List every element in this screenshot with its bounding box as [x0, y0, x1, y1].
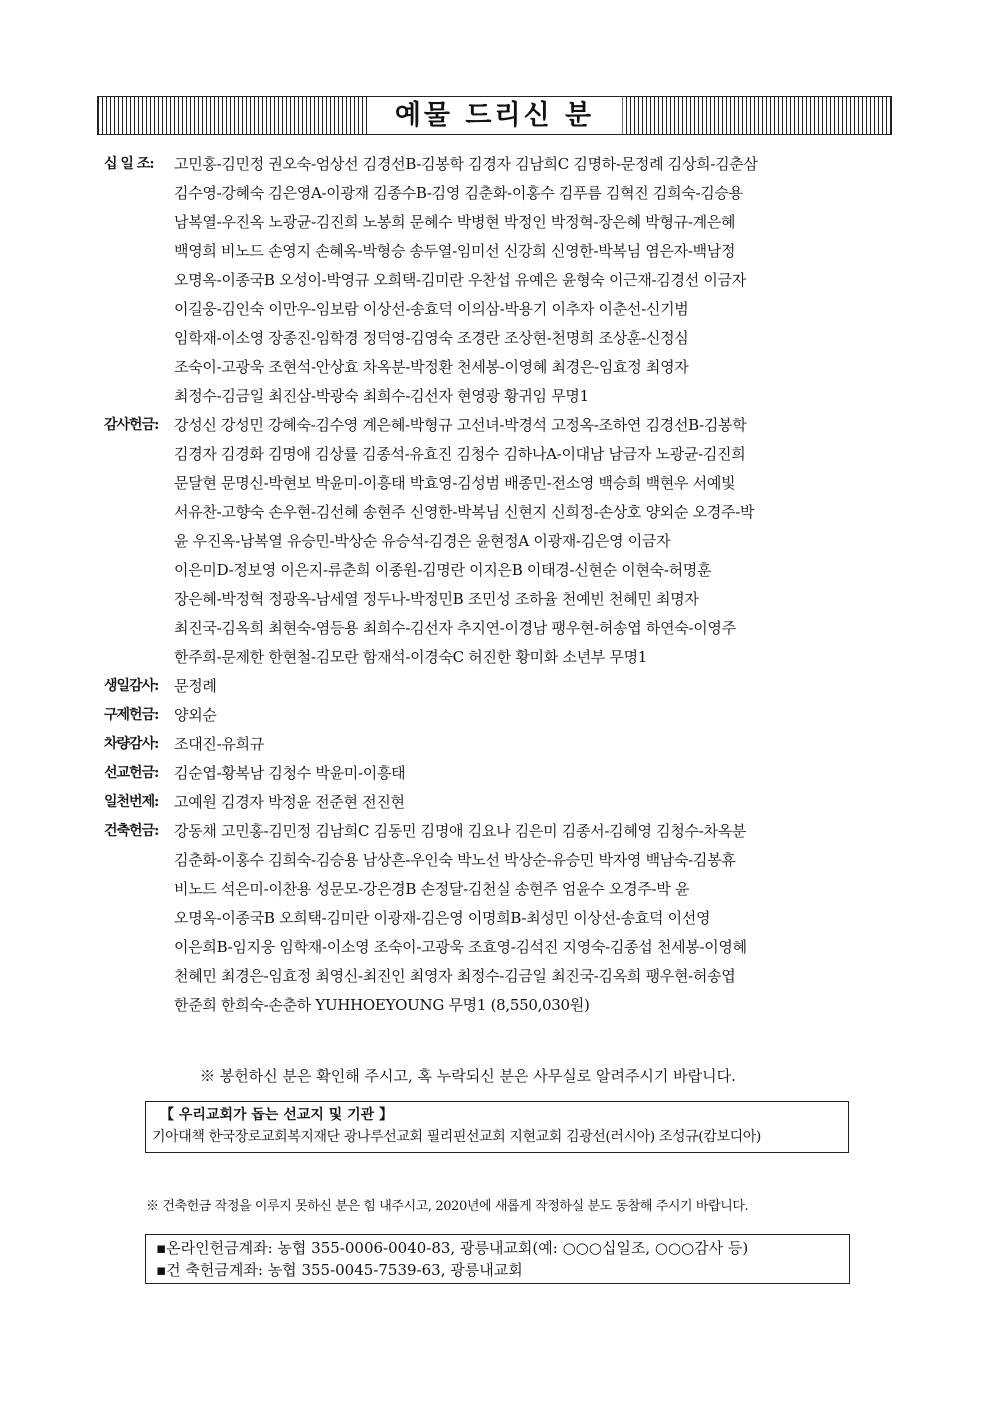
- name-line: 김경자 김경화 김명애 김상률 김종석-유효진 김청수 김하나A-이대남 남금자 노광균-김진희: [174, 445, 746, 463]
- name-line: 고예원 김경자 박정윤 전준현 전진현: [174, 793, 405, 811]
- section-label: 감사헌금:: [104, 417, 159, 433]
- section-birthday-thanks: [104, 672, 894, 701]
- name-line: 오명옥-이종국B 오희택-김미란 이광재-김은영 이명희B-최성민 이상선-송효덕 이선영: [174, 909, 711, 927]
- offering-list: [104, 150, 894, 1020]
- name-list: [174, 730, 894, 759]
- section-thousand-offering: [104, 788, 894, 817]
- name-line: 고민홍-김민정 권오숙-엄상선 김경선B-김봉학 김경자 김남희C 김명하-문정례 김상희-김춘삼: [174, 155, 758, 173]
- name-line: 윤 우진옥-남복열 유승민-박상순 유승석-김경은 윤현정A 이광재-김은영 이금자: [174, 532, 671, 550]
- name-line: 강성신 강성민 강혜숙-김수영 계은혜-박형규 고선녀-박경석 고정옥-조하연 김경선B-김봉학: [174, 416, 747, 434]
- name-line: 오명옥-이종국B 오성이-박영규 오희택-김미란 우찬섭 유예은 윤형숙 이근재-김경선 이금자: [174, 271, 746, 289]
- name-line: 한준희 한희숙-손춘하 YUHHOEYOUNG 무명1 (8,550,030원): [174, 996, 590, 1014]
- confirmation-notice: ※ 봉헌하신 분은 확인해 주시고, 혹 누락되신 분은 사무실로 알려주시기 바랍니다.: [200, 1067, 736, 1085]
- name-line: 양외순: [174, 706, 217, 724]
- name-line: 김수영-강혜숙 김은영A-이광재 김종수B-김영 김춘화-이홍수 김푸름 김혁진 김희숙-김승용: [174, 184, 743, 202]
- mission-box-title: 【 우리교회가 돕는 선교지 및 기관 】: [160, 1107, 394, 1123]
- name-line: 남복열-우진옥 노광균-김진희 노봉희 문혜수 박병현 박정인 박정혁-장은혜 박형규-계은혜: [174, 213, 736, 231]
- online-offering-account: ▪온라인헌금계좌: 농협 355-0006-0040-83, 광릉내교회(예: ○○○십일조, ○○○감사 등): [156, 1239, 749, 1257]
- name-list: [174, 701, 894, 730]
- section-building-offering: [104, 817, 894, 1020]
- name-line: 천혜민 최경은-임효정 최영신-최진인 최영자 최정수-김금일 최진국-김옥희 팽우현-허송엽: [174, 967, 736, 985]
- name-line: 이길웅-김인숙 이만우-임보람 이상선-송효덕 이의삼-박용기 이추자 이춘선-신기범: [174, 300, 689, 318]
- name-line: 임학재-이소영 장종진-임학경 정덕영-김영숙 조경란 조상현-천명희 조상훈-신정심: [174, 329, 689, 347]
- name-list: [174, 411, 894, 672]
- section-label: 건축헌금:: [104, 823, 159, 839]
- name-line: 이은미D-정보영 이은지-류춘희 이종원-김명란 이지은B 이태경-신현순 이현숙-허명훈: [174, 561, 712, 579]
- name-line: 최정수-김금일 최진삼-박광숙 최희수-김선자 현영광 황귀임 무명1: [174, 387, 589, 405]
- section-thanks-offering: [104, 411, 894, 672]
- section-tithe: [104, 150, 894, 411]
- section-mission-offering: [104, 759, 894, 788]
- name-list: [174, 788, 894, 817]
- name-line: 이은희B-임지웅 임학재-이소영 조숙이-고광욱 조효영-김석진 지영숙-김종섭 천세봉-이영혜: [174, 938, 747, 956]
- section-label: 선교헌금:: [104, 765, 159, 781]
- name-line: 문달현 문명신-박현보 박윤미-이흥태 박효영-김성범 배종민-전소영 백승희 백현우 서예빛: [174, 474, 736, 492]
- building-pledge-notice: ※ 건축헌금 작정을 이루지 못하신 분은 힘 내주시고, 2020년에 새롭게 작정하실 분도 동참해 주시기 바랍니다.: [146, 1199, 749, 1214]
- bank-account-box: [145, 1234, 850, 1284]
- name-line: 김춘화-이홍수 김희숙-김승용 남상흔-우인숙 박노선 박상순-유승민 박자영 백남숙-김봉휴: [174, 851, 736, 869]
- section-vehicle-thanks: [104, 730, 894, 759]
- name-line: 조대진-유희규: [174, 735, 264, 753]
- name-list: [174, 150, 894, 411]
- name-line: 한주희-문제한 한현철-김모란 함재석-이경숙C 허진한 황미화 소년부 무명1: [174, 648, 648, 666]
- page-title: 예물 드리신 분: [367, 97, 622, 134]
- name-list: [174, 672, 894, 701]
- name-line: 장은혜-박정혁 정광옥-남세열 정두나-박정민B 조민성 조하율 천예빈 천혜민 최명자: [174, 590, 699, 608]
- name-list: [174, 759, 894, 788]
- name-line: 최진국-김옥희 최현숙-염등용 최희수-김선자 추지연-이경남 팽우현-허송엽 하연숙-이영주: [174, 619, 736, 637]
- name-line: 백영희 비노드 손영지 손혜옥-박형승 송두열-임미선 신강희 신영한-박복님 염은자-백남정: [174, 242, 736, 260]
- name-line: 서유찬-고향숙 손우현-김선혜 송현주 신영한-박복님 신현지 신희정-손상호 양외순 오경주-박: [174, 503, 755, 521]
- building-offering-account: ▪건 축헌금계좌: 농협 355-0045-7539-63, 광릉내교회: [156, 1261, 523, 1279]
- name-line: 비노드 석은미-이찬용 성문모-강은경B 손정달-김천실 송현주 엄윤수 오경주-박 윤: [174, 880, 690, 898]
- name-line: 김순엽-황복남 김청수 박윤미-이흥태: [174, 764, 406, 782]
- name-list: [174, 817, 894, 1020]
- mission-box-text: 기아대책 한국장로교회복지재단 광나루선교회 필리핀선교회 지현교회 김광선(러시아) 조성규(캄보디아): [152, 1129, 761, 1145]
- section-label: 구제헌금:: [104, 707, 159, 723]
- section-label: 십 일 조:: [104, 156, 154, 172]
- name-line: 조숙이-고광욱 조현석-안상효 차옥분-박정환 천세봉-이영혜 최경은-임효정 최영자: [174, 358, 689, 376]
- section-label: 차량감사:: [104, 736, 159, 752]
- name-line: 강동채 고민홍-김민정 김남희C 김동민 김명애 김요나 김은미 김종서-김혜영 김청수-차옥분: [174, 822, 747, 840]
- section-label: 일천번제:: [104, 794, 159, 810]
- mission-support-box: [145, 1101, 849, 1153]
- title-banner: [97, 96, 892, 135]
- section-label: 생일감사:: [104, 678, 159, 694]
- name-line: 문정례: [174, 677, 217, 695]
- section-relief-offering: [104, 701, 894, 730]
